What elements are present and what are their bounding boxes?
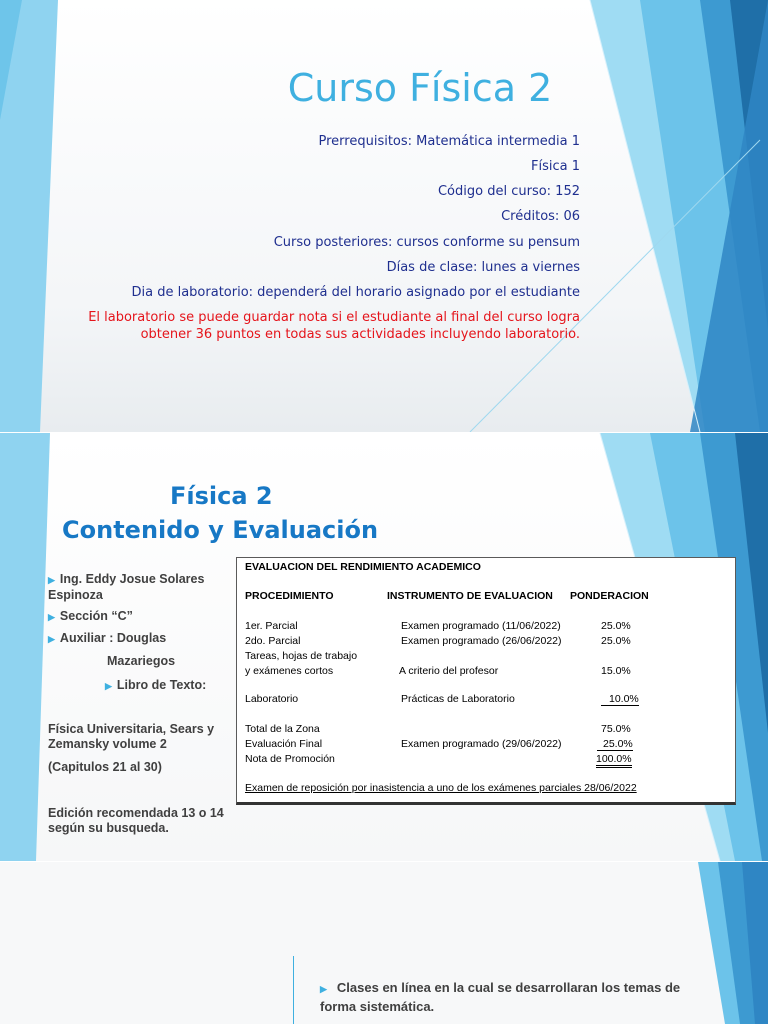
lab-note: El laboratorio se puede guardar nota si el estudiante al final del curso logra obtener 36 puntos en todas sus actividades incluyendo laboratorio. (88, 310, 580, 342)
section-item: ▶ Sección “C” (48, 609, 133, 623)
row-inst: Prácticas de Laboratorio (401, 693, 515, 705)
course-title: Curso Física 2 (287, 66, 553, 110)
row-pond: 100.0% (596, 753, 632, 768)
header-instrument: INSTRUMENTO DE EVALUACION (387, 590, 553, 602)
row-inst: Examen programado (11/06/2022) (401, 620, 561, 632)
instructor-item: ▶ Ing. Eddy Josue Solares Espinoza (48, 572, 205, 602)
row-inst: A criterio del profesor (399, 665, 499, 677)
online-classes-item: ▶ Clases en línea en la cual se desarrollaran los temas de forma sistemática. (320, 980, 681, 1014)
bullet-arrow-icon: ▶ (48, 634, 55, 644)
row-pond: 25.0% (597, 738, 633, 751)
assistant-item: ▶ Auxiliar : Douglas (48, 631, 167, 645)
edition-note: Edición recomendada 13 o 14 según su busqueda. (48, 806, 224, 835)
prerequisites-line: Prerrequisitos: Matemática intermedia 1 (318, 134, 580, 149)
next-courses-line: Curso posteriores: cursos conforme su pensum (273, 235, 580, 250)
row-pond: 15.0% (601, 665, 631, 677)
slide-3-divider (293, 956, 294, 1024)
bullet-arrow-icon: ▶ (48, 612, 55, 622)
row-proc: Nota de Promoción (245, 753, 335, 765)
evaluation-table (236, 557, 736, 805)
row-pond: 25.0% (601, 635, 631, 647)
slide-2-title: Física 2 (170, 482, 273, 510)
table-heading: EVALUACION DEL RENDIMIENTO ACADEMICO (245, 561, 481, 573)
row-proc: Total de la Zona (245, 723, 320, 735)
slide-1 (0, 0, 768, 432)
prerequisite-fisica-line: Física 1 (531, 159, 580, 174)
row-proc: y exámenes cortos (245, 665, 334, 677)
row-pond: 75.0% (601, 723, 631, 735)
credits-line: Créditos: 06 (501, 209, 580, 224)
assistant-surname: Mazariegos (107, 654, 176, 668)
bullet-arrow-icon: ▶ (105, 681, 112, 691)
header-weight: PONDERACION (570, 590, 649, 602)
lab-day-line: Dia de laboratorio: dependerá del horario asignado por el estudiante (131, 285, 580, 300)
bullet-arrow-icon: ▶ (48, 575, 55, 585)
row-proc: Evaluación Final (245, 738, 323, 750)
slide-2-subtitle: Contenido y Evaluación (62, 516, 379, 544)
row-proc: 1er. Parcial (245, 620, 298, 632)
table-footer: Examen de reposición por inasistencia a uno de los exámenes parciales 28/06/2022 (245, 782, 637, 794)
row-pond: 25.0% (601, 620, 631, 632)
row-proc: 2do. Parcial (245, 635, 301, 647)
row-pond: 10.0% (601, 693, 639, 706)
textbook-item: ▶ Libro de Texto: (105, 678, 207, 692)
row-proc: Laboratorio (245, 693, 299, 705)
row-inst: Examen programado (29/06/2022) (401, 738, 562, 750)
row-inst: Examen programado (26/06/2022) (401, 635, 562, 647)
header-procedure: PROCEDIMIENTO (245, 590, 334, 602)
class-days-line: Días de clase: lunes a viernes (386, 260, 580, 275)
chapters: (Capitulos 21 al 30) (48, 760, 162, 774)
book-title: Física Universitaria, Sears y Zemansky volume 2 (48, 722, 215, 751)
bullet-arrow-icon: ▶ (320, 984, 327, 994)
course-code-line: Código del curso: 152 (437, 184, 580, 199)
slide-1-decoration (0, 0, 768, 432)
row-proc: Tareas, hojas de trabajo (245, 650, 358, 662)
